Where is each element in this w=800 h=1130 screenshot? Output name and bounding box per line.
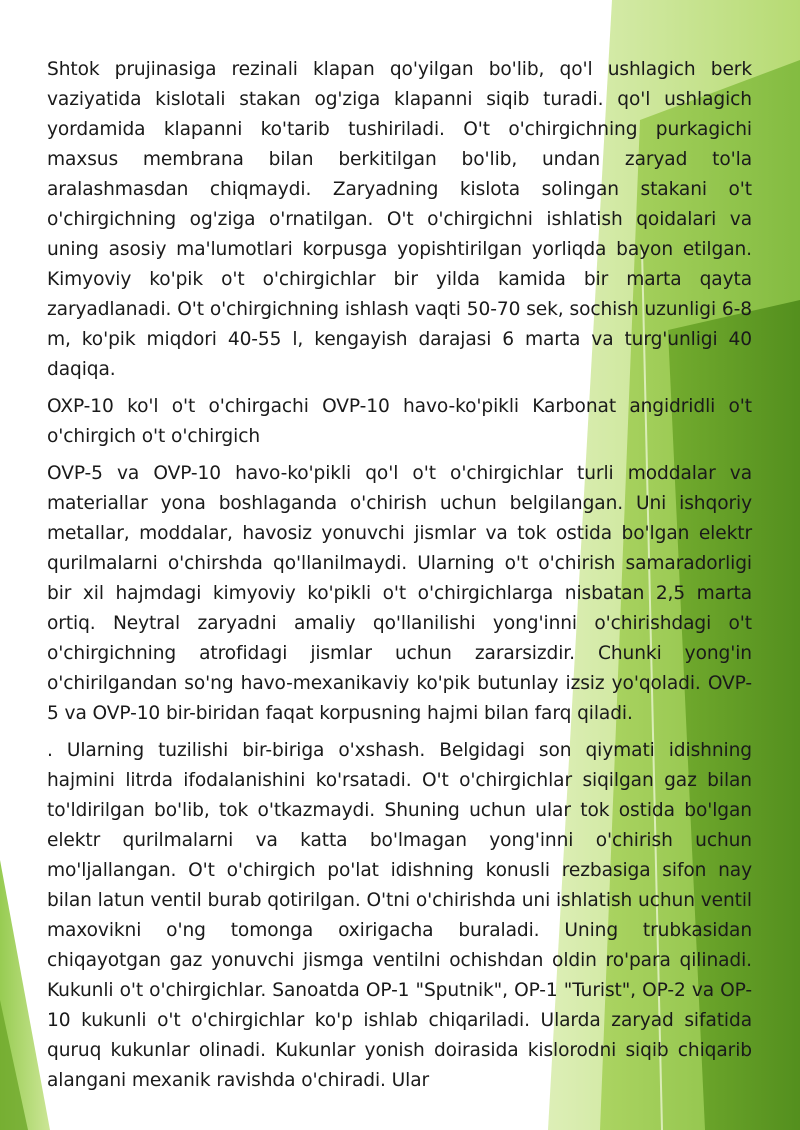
- document-body: [47, 55, 752, 1103]
- paragraph-4: . Ularning tuzilishi bir-biriga o'xshash. Belgidagi son qiymati idishning hajmini litrda ifodalanishini ko'rsatadi. O't o'chirgichlar siqilgan gaz bilan to'ldirilgan bo'lib, tok o'tkazmaydi. Shuning uchun ular tok ostida bo'lgan elektr qurilmalarni va katta bo'lmagan yong'inni o'chirish uchun mo'ljallangan. O't o'chirgich po'lat idishning konusli rezbasiga sifon nay bilan latun ventil burab qotirilgan. O'tni o'chirishda uni ishlatish uchun ventil maxovikni o'ng tomonga oxirigacha buraladi. Uning trubkasidan chiqayotgan gaz yonuvchi jismga ventilni ochishdan oldin ro'para qilinadi. Kukunli o't o'chirgichlar. Sanoatda OP-1 "Sputnik", OP-1 "Turist", OP-2 va OP-10 kukunli o't o'chirgichlar ko'p ishlab chiqariladi. Ularda zaryad sifatida quruq kukunlar olinadi. Kukunlar yonish doirasida kislorodni siqib chiqarib alangani mexanik ravishda o'chiradi. Ular: [47, 740, 752, 1091]
- paragraph-3: OVP-5 va OVP-10 havo-ko'pikli qo'l o't o'chirgichlar turli moddalar va materiallar yona boshlaganda o'chirish uchun belgilangan. Uni ishqoriy metallar, moddalar, havosiz yonuvchi jismlar va tok ostida bo'lgan elektr qurilmalarni o'chirshda qo'llanilmaydi. Ularning o't o'chirish samaradorligi bir xil hajmdagi kimyoviy ko'pikli o't o'chirgichlarga nisbatan 2,5 marta ortiq. Neytral zaryadni amaliy qo'llanilishi yong'inni o'chirishdagi o't o'chirgichning atrofidagi jismlar uchun zararsizdir. Chunki yong'in o'chirilgandan so'ng havo-mexanikaviy ko'pik butunlay izsiz yo'qoladi. OVP-5 va OVP-10 bir-biridan faqat korpusning hajmi bilan farq qiladi.: [47, 463, 752, 724]
- paragraph-2: OXP-10 ko'l o't o'chirgachi OVP-10 havo-ko'pikli Karbonat angidridli o't o'chirgich o't o'chirgich: [47, 396, 752, 447]
- paragraph-1: Shtok prujinasiga rezinali klapan qo'yilgan bo'lib, qo'l ushlagich berk vaziyatida kislotali stakan og'ziga klapanni siqib turadi. qo'l ushlagich yordamida klapanni ko'tarib tushiriladi. O't o'chirgichning purkagichi maxsus membrana bilan berkitilgan bo'lib, undan zaryad to'la aralashmasdan chiqmaydi. Zaryadning kislota solingan stakani o't o'chirgichning og'ziga o'rnatilgan. O't o'chirgichni ishlatish qoidalari va uning asosiy ma'lumotlari korpusga yopishtirilgan yorliqda bayon etilgan. Kimyoviy ko'pik o't o'chirgichlar bir yilda kamida bir marta qayta zaryadlanadi. O't o'chirgichning ishlash vaqti 50-70 sek, sochish uzunligi 6-8 m, ko'pik miqdori 40-55 l, kengayish darajasi 6 marta va turg'unligi 40 daqiqa.: [47, 59, 752, 380]
